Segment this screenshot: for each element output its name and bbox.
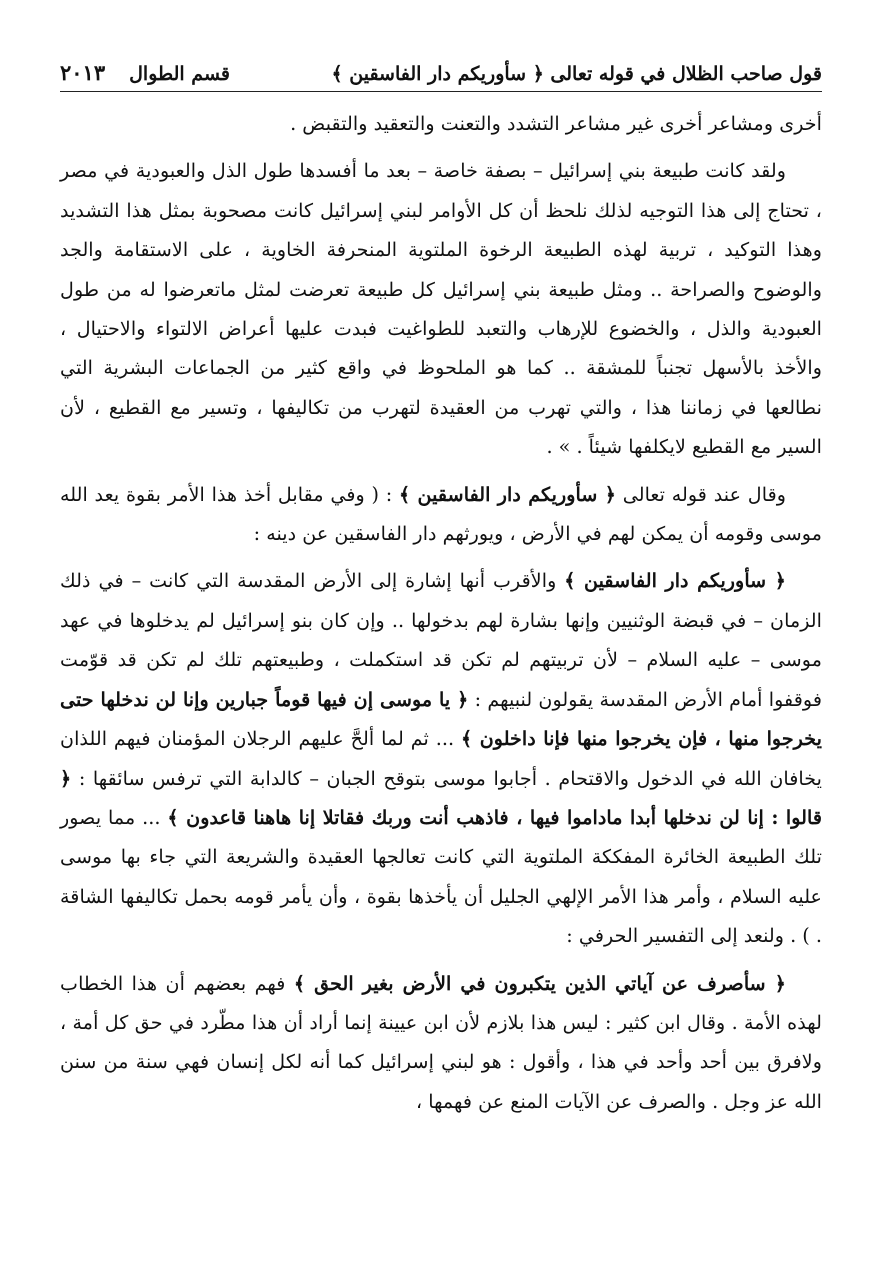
paragraph-text: والأقرب أنها إشارة إلى الأرض المقدسة التي كانت – في ذلك الزمان – في قبضة الوثنيين وإنها بشارة لهم بدخولها .. وإن كان بنو إسرائيل لم يدخلوها في عهد موسى – عليه السلام – لأن تربيتهم لم تكن قد استكملت ، وطبيعتهم تلك لم تكن قد قوّمت فوقفوا أمام الأرض المقدسة يقولون لنبيهم : bbox=[60, 569, 822, 711]
paragraph bbox=[60, 104, 822, 143]
header-left-group bbox=[60, 60, 230, 85]
running-header bbox=[60, 60, 822, 92]
header-section: قسم الطوال bbox=[129, 63, 230, 85]
paragraph-text: ... مما يصور تلك الطبيعة الخائرة المفككة الملتوية التي كانت تعالجها العقيدة والشريعة التي جاء بها موسى عليه السلام ، وأمر هذا الأمر الإلهي الجليل أن يأخذها بقوة ، وأن يأمر قومه بحمل تكاليفها الشاقة . ) . ولنعد إلى التفسير الحرفي : bbox=[60, 805, 822, 948]
quran-quote: ﴿ سأوريكم دار الفاسقين ﴾ bbox=[564, 569, 786, 593]
quran-quote: ﴿ سأوريكم دار الفاسقين ﴾ bbox=[398, 482, 616, 506]
header-title: قول صاحب الظلال في قوله تعالى ﴿ سأوريكم دار الفاسقين ﴾ bbox=[331, 63, 822, 85]
paragraph bbox=[60, 964, 822, 1122]
paragraph-text: فهم بعضهم أن هذا الخطاب لهذه الأمة . وقال ابن كثير : ليس هذا بلازم لأن ابن عيينة إنما أراد أن هذا مطّرد في حق كل أمة ، ولافرق بين أحد وأحد في هذا ، وأقول : هو لبني إسرائيل كما أنه لكل إنسان فهي سنة من سنن الله عز وجل . والصرف عن الآيات المنع عن فهمها ، bbox=[60, 971, 822, 1113]
paragraph-text: ... ثم لما ألحَّ عليهم الرجلان المؤمنان فيهم اللذان يخافان الله في الدخول والاقتحام . أجابوا موسى بتوقح الجبان – كالدابة التي ترفس سائقها : bbox=[60, 727, 822, 790]
paragraph-text: أخرى ومشاعر أخرى غير مشاعر التشدد والتعنت والتعقيد والتقبض . bbox=[290, 112, 822, 135]
paragraph-text: وقال عند قوله تعالى bbox=[615, 482, 787, 506]
quran-quote: ﴿ يا موسى إن فيها قوماً جبارين وإنا لن ندخلها حتى يخرجوا منها ، فإن يخرجوا منها فإنا داخلون ﴾ bbox=[60, 687, 822, 751]
paragraph bbox=[60, 561, 822, 955]
paragraph-text: ولقد كانت طبيعة بني إسرائيل – بصفة خاصة – بعد ما أفسدها طول الذل والعبودية في مصر ، تحتاج إلى هذا التوجيه لذلك نلحظ أن كل الأوامر لبني إسرائيل كانت مصحوبة بمثل هذا التشديد وهذا التوكيد ، تربية لهذه الطبيعة الرخوة الملتوية المنحرفة الخاوية ، على الاستقامة والجد والوضوح والصراحة .. ومثل طبيعة بني إسرائيل كل طبيعة تعرضت لمثل ماتعرضوا له من طول العبودية والذل ، والخضوع للإرهاب والتعبد للطواغيت فبدت عليها أعراض الالتواء والاحتيال ، والأخذ بالأسهل تجنباً للمشقة .. كما هو الملحوظ في واقع كثير من الجماعات البشرية التي نطالعها في زماننا هذا ، والتي تهرب من العقيدة لتهرب من تكاليفها ، وتسير مع القطيع ، لأن السير مع القطيع لايكلفها شيئاً . » . bbox=[60, 159, 822, 459]
quran-quote: ﴿ سأصرف عن آياتي الذين يتكبرون في الأرض بغير الحق ﴾ bbox=[293, 971, 786, 995]
paragraph bbox=[60, 151, 822, 466]
paragraph bbox=[60, 475, 822, 554]
quran-quote: ﴿ قالوا : إنا لن ندخلها أبدا ماداموا فيها ، فاذهب أنت وربك فقاتلا إنا هاهنا قاعدون ﴾ bbox=[60, 766, 822, 829]
paragraph-text: : ( وفي مقابل أخذ هذا الأمر بقوة يعد الله موسى وقومه أن يمكن لهم في الأرض ، ويورثهم دار الفاسقين عن دينه : bbox=[60, 482, 822, 546]
page-number: ٢٠١٣ bbox=[60, 60, 106, 85]
body-text bbox=[60, 104, 822, 1121]
book-page bbox=[60, 60, 822, 1240]
